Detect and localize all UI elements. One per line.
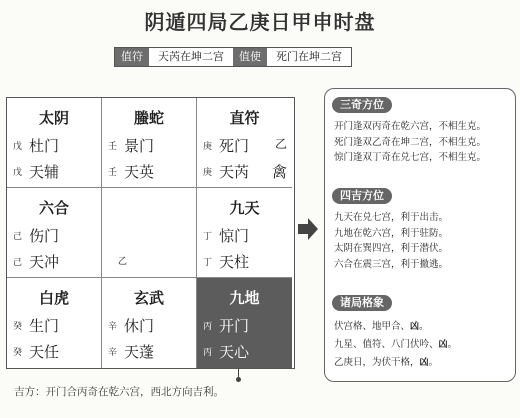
center-stem: 乙: [118, 257, 128, 267]
palace-cell: [197, 278, 292, 368]
palace-deity: 九天: [229, 199, 260, 217]
zhifu-key: 值符: [115, 48, 149, 66]
palace-deity: 太阴: [38, 109, 69, 127]
palace-cell: [7, 188, 102, 278]
palace-star: 天柱: [219, 253, 250, 271]
palace-star: 天蓬: [124, 343, 155, 361]
palace-deity: 螣蛇: [133, 109, 164, 127]
palace-extra: 乙: [274, 137, 287, 151]
palace-deity: 玄武: [133, 289, 164, 307]
section-title-three-wonders: 三奇方位: [332, 97, 392, 113]
palace-door: 休门: [124, 317, 155, 335]
palace-door: 伤门: [29, 227, 60, 245]
palace-door: 景门: [124, 137, 155, 155]
palace-stem: 丙: [203, 322, 213, 332]
palace-stem: 癸: [13, 348, 23, 358]
palace-door: 开门: [219, 317, 250, 335]
zhishi-key: 值使: [233, 48, 267, 66]
palace-deity: 九地: [229, 289, 260, 307]
page-title: 阴遁四局乙庚日甲申时盘: [144, 10, 376, 34]
palace-deity: 直符: [229, 109, 260, 127]
section-title-patterns: 诸局格象: [332, 295, 392, 311]
pattern-lines: [334, 318, 512, 372]
zhishi-value: 死门在坤二宫: [267, 48, 351, 66]
three-wonders-lines: [334, 119, 512, 166]
list-item: 惊门逢双丁奇在兑七宫，不相生克。: [334, 152, 487, 163]
list-item: 开门逢双丙奇在乾六宫，不相生克。: [334, 121, 487, 132]
palace-cell: [102, 98, 197, 188]
analysis-panel: [324, 88, 516, 382]
palace-stem: 辛: [108, 322, 118, 332]
palace-stem: 丙: [203, 348, 213, 358]
palace-stem: 辛: [108, 348, 118, 358]
list-item: 九星、值符、八门伏吟、凶。: [334, 336, 512, 354]
palace-deity: 白虎: [38, 289, 69, 307]
list-item: 伏宫格、地甲合、凶。: [334, 318, 512, 336]
palace-star: 天心: [219, 343, 250, 361]
palace-cell: [7, 278, 102, 368]
palace-stem: 壬: [108, 168, 118, 178]
palace-stem: 庚: [203, 142, 213, 152]
palace-door: 生门: [29, 317, 60, 335]
palace-cell: [197, 188, 292, 278]
auspicious-direction-note: 吉方：开门合丙奇在乾六宫，西北方向吉利。: [14, 386, 224, 398]
zhifu-value: 天芮在坤二宫: [149, 48, 233, 66]
palace-star: 天芮: [219, 163, 250, 181]
right-arrow-icon: [298, 218, 318, 240]
palace-stem: 庚: [203, 168, 213, 178]
palace-stem: 己: [13, 258, 23, 268]
palace-stem: 戊: [13, 142, 23, 152]
palace-grid: [6, 97, 295, 369]
verdict-badge: 凶: [410, 322, 420, 332]
palace-star: 天任: [29, 343, 60, 361]
list-item: 六合在震三宫，利于撤逃。: [334, 258, 449, 270]
palace-door: 惊门: [219, 227, 250, 245]
palace-stem: 己: [13, 232, 23, 242]
palace-stem: 丁: [203, 258, 213, 268]
palace-star: 天冲: [29, 253, 60, 271]
palace-star: 天辅: [29, 163, 60, 181]
palace-deity: 六合: [38, 199, 69, 217]
palace-stem: 丁: [203, 232, 213, 242]
palace-stem: 壬: [108, 142, 118, 152]
list-item: 死门逢双乙奇在坤二宫，不相生克。: [334, 136, 487, 148]
palace-cell: [102, 188, 197, 278]
verdict-badge: 凶: [438, 340, 448, 350]
list-item: 九天在兑七宫，利于出击。: [334, 212, 449, 223]
palace-cell: [102, 278, 197, 368]
palace-door: 杜门: [29, 137, 60, 155]
palace-door: 死门: [219, 137, 250, 155]
palace-extra: 禽: [271, 163, 287, 181]
verdict-badge: 凶: [419, 358, 429, 368]
list-item: 九地在乾六宫，利于驻防。: [334, 227, 449, 239]
duty-bar: [114, 47, 352, 67]
palace-cell: [7, 98, 102, 188]
palace-stem: 戊: [13, 168, 23, 178]
palace-star: 天英: [124, 163, 155, 181]
pointer-dot: [236, 377, 241, 382]
section-title-four-auspicious: 四吉方位: [332, 188, 392, 204]
list-item: 乙庚日，为伏干格，凶。: [334, 354, 512, 372]
list-item: 太阴在巽四宫，利于潜伏。: [334, 243, 449, 254]
four-auspicious-lines: [334, 210, 512, 272]
palace-cell: [197, 98, 292, 188]
palace-stem: 癸: [13, 322, 23, 332]
